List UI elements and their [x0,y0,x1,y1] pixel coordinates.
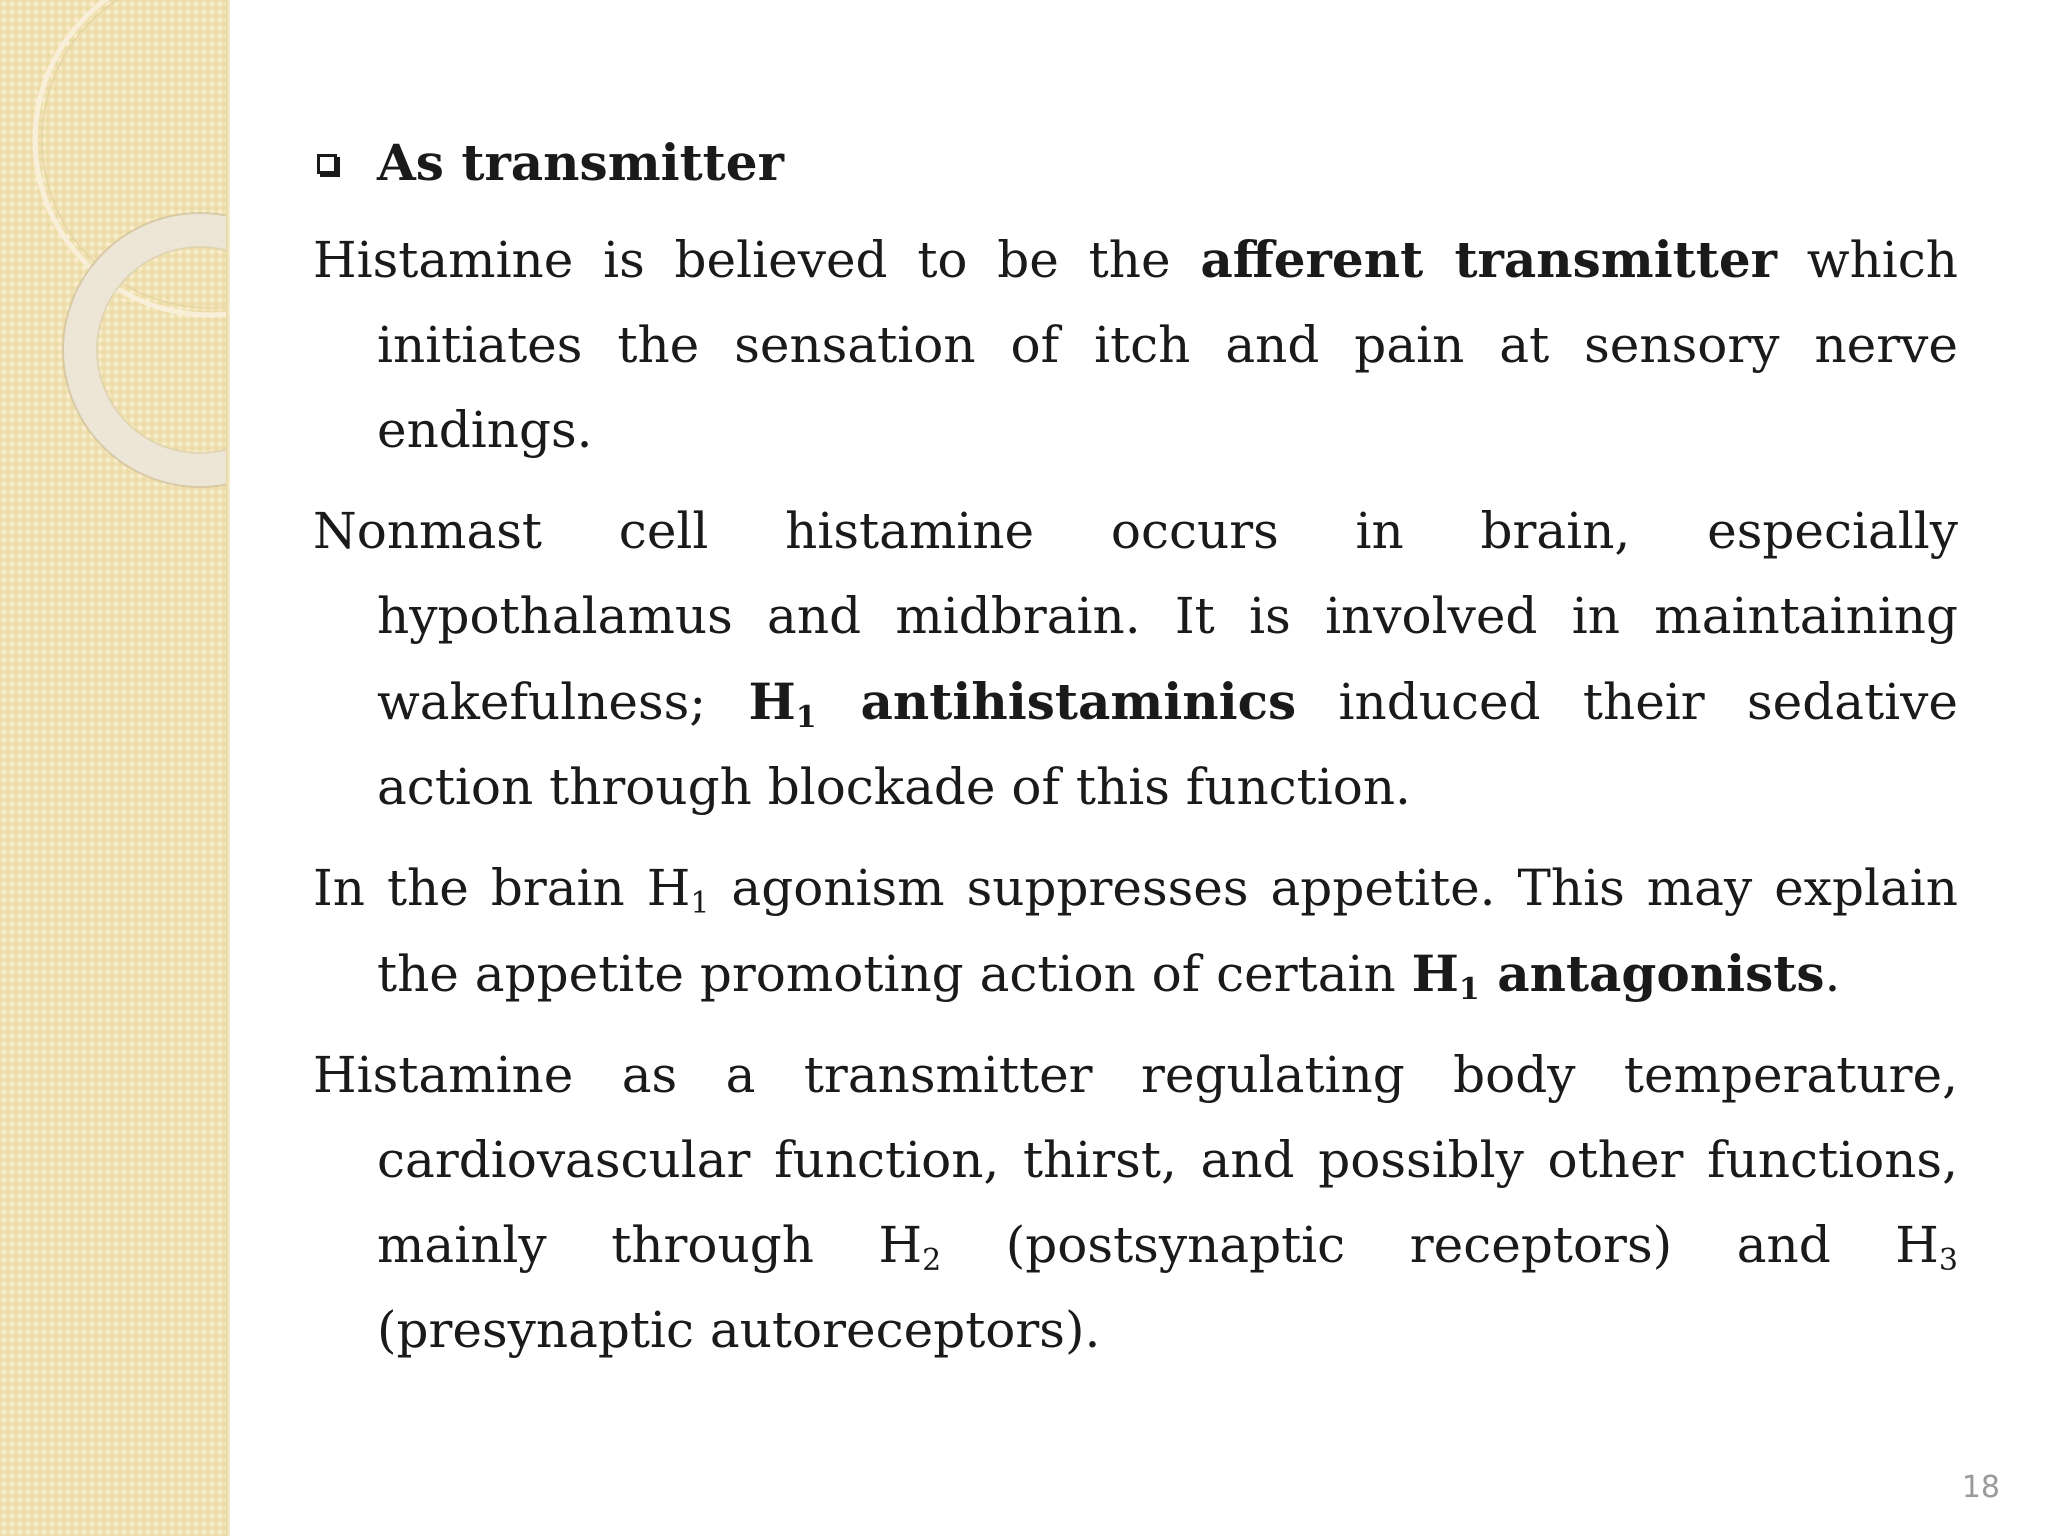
paragraph-afferent-transmitter [313,217,1958,473]
page-number: 18 [1961,1470,2000,1505]
subscript: 1 [690,886,710,921]
decorative-rings [0,0,226,1536]
bold-rest: antagonists [1479,944,1825,1003]
para-text: In the brain H [313,859,691,917]
decorative-sidebar [0,0,226,1536]
bold-h: H [1411,944,1459,1003]
paragraph-appetite [313,846,1958,1017]
paragraph-body-temperature [313,1033,1958,1373]
para-text: (presynaptic autoreceptors). [377,1301,1101,1359]
sidebar-edge [226,0,230,1536]
para-text: Nonmast cell histamine occurs in brain, especially hypothalamus and midbrain. It is involved in maintaining wakefulness; [313,502,1958,731]
bold-h: H [748,672,796,731]
checkbox-bullet-icon [317,154,337,174]
para-text: which initiates the sensation of itch and pain at sensory nerve endings. [377,231,1958,459]
para-text: Histamine is believed to be the [313,231,1201,289]
para-text: induced their sedative action through blockade of this function. [377,673,1959,816]
para-text: . [1824,945,1841,1003]
para-bold-text [1411,944,1825,1007]
slide-heading [313,120,1958,205]
para-bold-text: afferent transmitter [1200,230,1778,289]
subscript: 3 [1938,1243,1958,1278]
para-text: Histamine as a transmitter regulating body temperature, cardiovascular function, thirst, and possibly other functions, mainly through H [313,1046,1958,1274]
para-bold-text [748,672,1297,735]
paragraph-nonmast-cell [313,489,1958,830]
heading-text: As transmitter [377,133,784,192]
slide-content [313,120,1958,1389]
subscript: 1 [795,700,817,735]
bold-rest: antihistaminics [816,672,1297,731]
para-text: agonism suppresses appetite. This may explain the appetite promoting action of certain [377,859,1958,1003]
para-text: (postsynaptic receptors) and H [941,1216,1939,1274]
subscript: 2 [922,1243,942,1278]
subscript: 1 [1458,972,1480,1007]
